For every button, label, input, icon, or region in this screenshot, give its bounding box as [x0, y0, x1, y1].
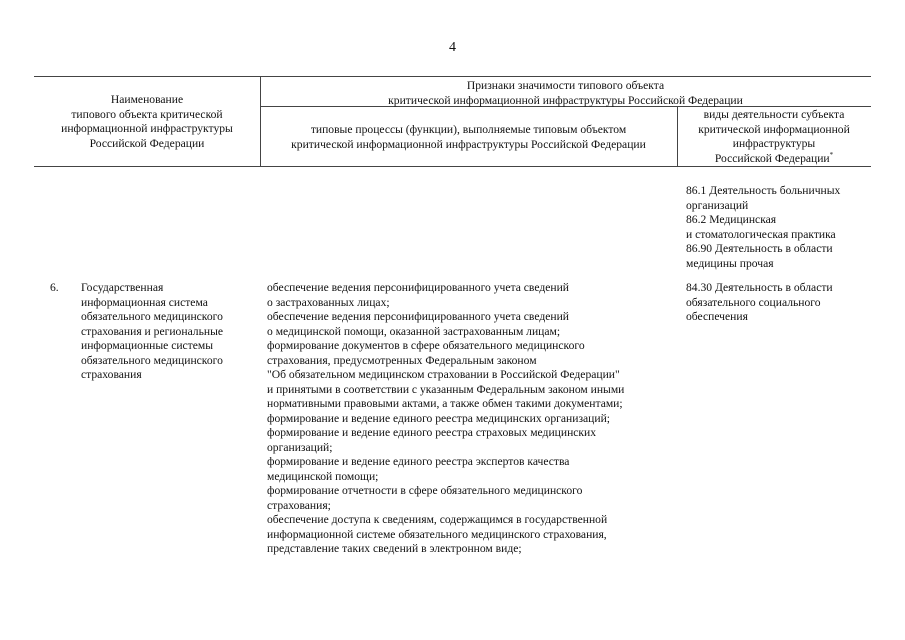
process-line: медицинской помощи; — [267, 469, 379, 483]
process-line: нормативными правовыми актами, а также обмен такими документами; — [267, 397, 623, 410]
header-bottom-rule — [34, 166, 871, 167]
activity-line: 86.90 Деятельность в области — [686, 242, 833, 255]
process-line: обеспечение ведения персонифицированного учета сведений — [267, 310, 569, 323]
row-object-name: Государственная информационная система обязательного медицинского страхования и региональные информационные системы обязательного медицинского страхования — [81, 281, 224, 381]
process-line: формирование документов в сфере обязательного медицинского — [267, 339, 585, 352]
activity-line: и стоматологическая практика — [686, 227, 836, 241]
process-line: формирование и ведение единого реестра экспертов качества — [267, 455, 570, 468]
row-activities — [686, 281, 876, 325]
activity-line: обязательного социального — [686, 295, 821, 309]
process-line: организаций; — [267, 440, 333, 454]
header-significance-group: Признаки значимости типового объекта критической информационной инфраструктуры Российской Федерации — [388, 79, 743, 107]
process-line: о медицинской помощи, оказанной застрахованным лицам; — [267, 324, 561, 338]
activity-line: организаций — [686, 198, 749, 212]
process-line: формирование и ведение единого реестра страховых медицинских — [267, 426, 597, 439]
process-line: обеспечение доступа к сведениям, содержащимся в государственной — [267, 513, 608, 526]
activity-line: медицины прочая — [686, 256, 774, 270]
header-activities-last-line: Российской Федерации — [714, 151, 830, 165]
row-number: 6. — [50, 281, 59, 294]
footnote-mark: * — [829, 150, 834, 159]
process-line: о застрахованных лицах; — [267, 295, 390, 309]
process-line: и принятыми в соответствии с указанным Федеральным законом иными — [267, 382, 625, 396]
activity-line: 86.2 Медицинская — [686, 213, 777, 226]
process-line: обеспечение ведения персонифицированного учета сведений — [267, 281, 569, 294]
activity-line: 84.30 Деятельность в области — [686, 281, 833, 294]
continuation-activities — [686, 184, 876, 271]
activity-line: 86.1 Деятельность больничных — [686, 184, 841, 197]
header-processes: типовые процессы (функции), выполняемые типовым объектом критической информационной инфраструктуры Российской Федерации — [291, 123, 646, 151]
process-line: страхования, предусмотренных Федеральным законом — [267, 353, 537, 367]
process-line: "Об обязательном медицинском страховании в Российской Федерации" — [267, 368, 620, 381]
activity-line: обеспечения — [686, 310, 748, 323]
process-line: представление таких сведений в электронном виде; — [267, 542, 522, 555]
table-top-rule — [34, 76, 871, 77]
process-line: формирование и ведение единого реестра медицинских организаций; — [267, 411, 611, 425]
row-processes — [267, 281, 677, 557]
process-line: формирование отчетности в сфере обязательного медицинского — [267, 484, 583, 497]
header-activities: виды деятельности субъекта критической информационной инфраструктуры Российской Федерации* — [698, 108, 850, 165]
process-line: страхования; — [267, 498, 331, 512]
page-number: 4 — [449, 40, 456, 55]
process-line: информационной системе обязательного медицинского страхования, — [267, 527, 607, 541]
header-object-name: Наименование типового объекта критической информационной инфраструктуры Российской Федерации — [61, 93, 233, 150]
